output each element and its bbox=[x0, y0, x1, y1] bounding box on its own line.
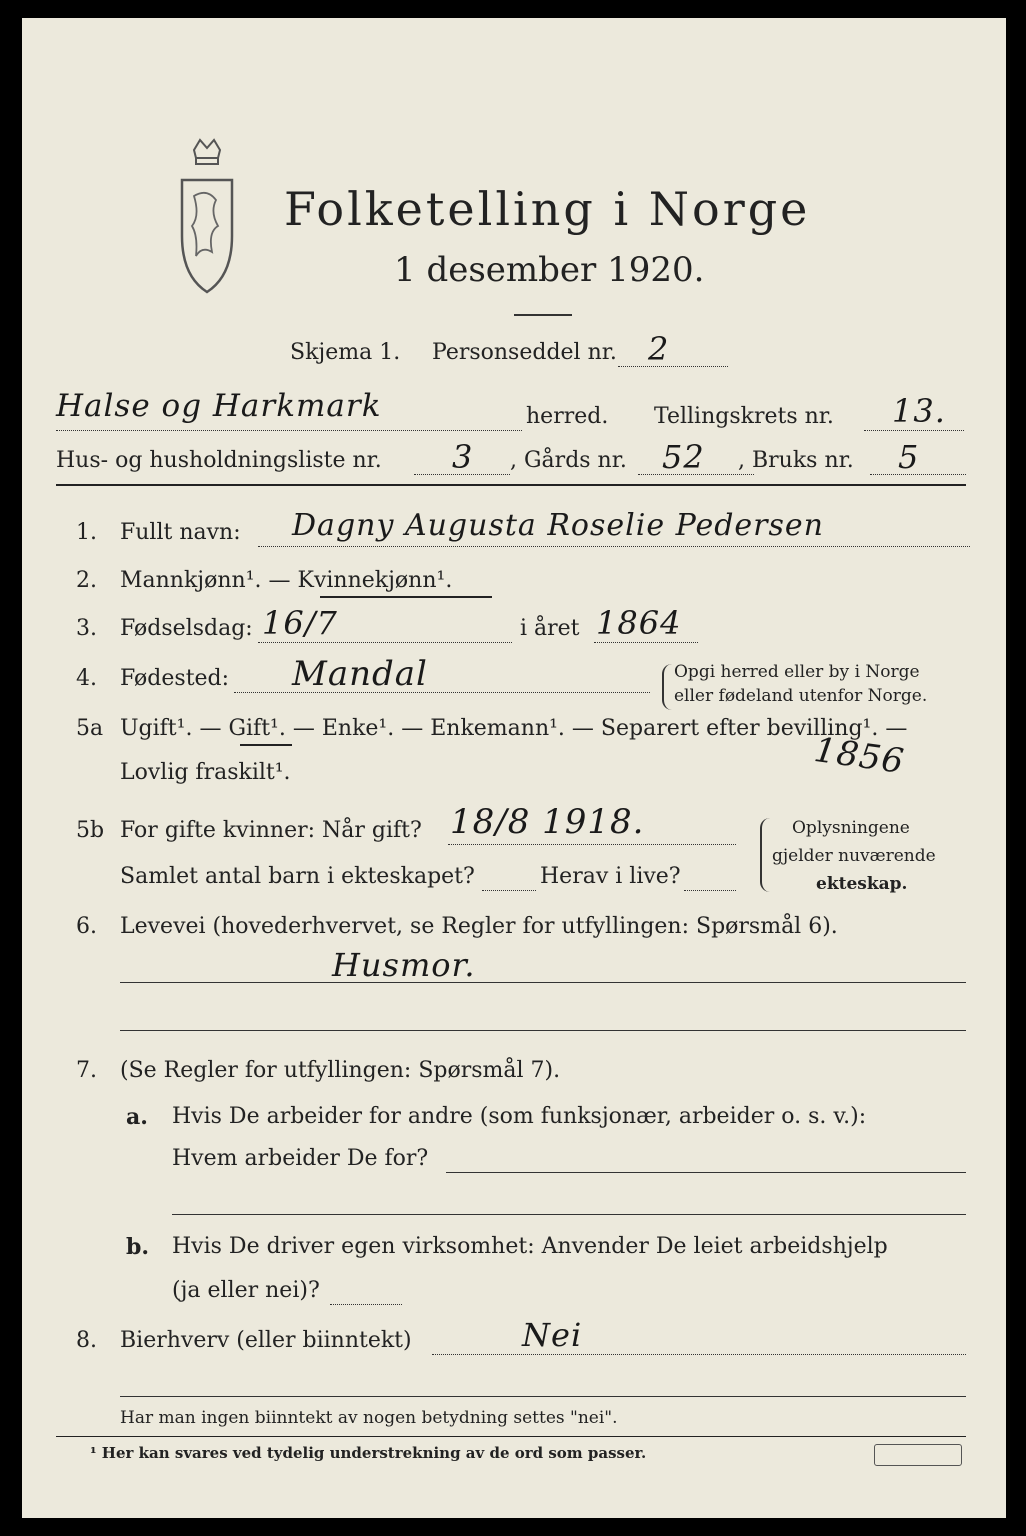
q5b-married-value: 18/8 1918. bbox=[450, 802, 645, 842]
tellingskrets-dotted-line bbox=[864, 430, 964, 431]
q1-dotted-line bbox=[258, 546, 970, 547]
gards-label: , Gårds nr. bbox=[510, 448, 627, 473]
gards-value: 52 bbox=[662, 438, 705, 476]
form-title: Folketelling i Norge bbox=[284, 182, 811, 236]
herred-dotted-line bbox=[56, 430, 522, 431]
q3-number: 3. bbox=[76, 616, 97, 641]
q5b-alive-label: Herav i live? bbox=[540, 864, 681, 889]
q8-dotted-line bbox=[432, 1354, 966, 1355]
bruks-value: 5 bbox=[898, 438, 920, 476]
q6-label: Levevei (hovederhvervet, se Regler for utfyllingen: Spørsmål 6). bbox=[120, 914, 838, 939]
tellingskrets-value: 13. bbox=[892, 392, 946, 430]
q6-number: 6. bbox=[76, 914, 97, 939]
q1-number: 1. bbox=[76, 520, 97, 545]
footer-rule bbox=[56, 1436, 966, 1437]
title-divider bbox=[514, 314, 572, 316]
q1-label: Fullt navn: bbox=[120, 520, 241, 545]
q5b-alive-dotted-line bbox=[684, 890, 736, 891]
footnote: ¹ Her kan svares ved tydelig understrekning av de ord som passer. bbox=[90, 1444, 647, 1462]
census-form bbox=[22, 18, 1006, 1518]
q2-number: 2. bbox=[76, 568, 97, 593]
q3-label: Fødselsdag: bbox=[120, 616, 253, 641]
q5a-note-value: 1856 bbox=[811, 729, 907, 783]
q3-year-dotted-line bbox=[594, 642, 698, 643]
q6-answer-line bbox=[120, 982, 966, 983]
q5a-line1: Ugift¹. — Gift¹. — Enke¹. — Enkemann¹. — Separert efter bevilling¹. — bbox=[120, 716, 908, 741]
q1-value: Dagny Augusta Roselie Pedersen bbox=[292, 508, 824, 543]
herred-value: Halse og Harkmark bbox=[56, 388, 382, 424]
q3-value: 16/7 bbox=[262, 604, 338, 642]
q3-year-label: i året bbox=[520, 616, 580, 641]
q6-extra-line bbox=[120, 1030, 966, 1031]
q3-dotted-line bbox=[258, 642, 512, 643]
q6-value: Husmor. bbox=[332, 946, 476, 984]
coat-of-arms-icon bbox=[172, 136, 242, 296]
bruks-label: , Bruks nr. bbox=[738, 448, 854, 473]
q5b-note-line2: gjelder nuværende bbox=[772, 846, 936, 866]
q7-number: 7. bbox=[76, 1058, 97, 1083]
q3-year-value: 1864 bbox=[596, 604, 682, 642]
q7a-line2: Hvem arbeider De for? bbox=[172, 1146, 429, 1171]
q4-number: 4. bbox=[76, 666, 97, 691]
tellingskrets-label: Tellingskrets nr. bbox=[654, 404, 834, 429]
q8-number: 8. bbox=[76, 1328, 97, 1353]
q4-value: Mandal bbox=[292, 654, 428, 694]
q7b-line2: (ja eller nei)? bbox=[172, 1278, 320, 1303]
q4-brace bbox=[662, 664, 672, 710]
q7a-line1: Hvis De arbeider for andre (som funksjonær, arbeider o. s. v.): bbox=[172, 1104, 867, 1129]
q5b-number: 5b bbox=[76, 818, 105, 843]
header-rule bbox=[56, 484, 966, 486]
q5b-married-label: For gifte kvinner: Når gift? bbox=[120, 818, 422, 843]
q7b-dotted-line bbox=[330, 1304, 402, 1305]
q8-value: Nei bbox=[522, 1316, 583, 1354]
hus-label: Hus- og husholdningsliste nr. bbox=[56, 448, 382, 473]
q5b-children-dotted-line bbox=[482, 890, 536, 891]
q4-label: Fødested: bbox=[120, 666, 230, 691]
note-nei: Har man ingen biinntekt av nogen betydning settes "nei". bbox=[120, 1408, 618, 1428]
q5a-number: 5a bbox=[76, 716, 104, 741]
printer-stamp bbox=[874, 1444, 962, 1466]
q7a-answer-line bbox=[446, 1172, 966, 1173]
q5b-note-line1: Oplysningene bbox=[792, 818, 910, 838]
q7b-letter: b. bbox=[126, 1234, 150, 1260]
q7-label: (Se Regler for utfyllingen: Spørsmål 7). bbox=[120, 1058, 561, 1083]
q5b-note-line3: ekteskap. bbox=[816, 874, 908, 894]
herred-label: herred. bbox=[526, 404, 609, 429]
q4-note-line2: eller fødeland utenfor Norge. bbox=[674, 686, 928, 706]
personseddel-value: 2 bbox=[648, 330, 670, 368]
q2-text: Mannkjønn¹. — Kvinnekjønn¹. bbox=[120, 568, 453, 593]
form-label: Skjema 1. bbox=[290, 340, 401, 365]
q5a-selection-underline bbox=[240, 744, 292, 746]
q4-note-line1: Opgi herred eller by i Norge bbox=[674, 662, 920, 682]
personseddel-dotted-line bbox=[618, 366, 728, 367]
q5b-married-dotted-line bbox=[448, 844, 736, 845]
personseddel-label: Personseddel nr. bbox=[432, 340, 617, 365]
hus-value: 3 bbox=[452, 438, 474, 476]
q5b-children-label: Samlet antal barn i ekteskapet? bbox=[120, 864, 475, 889]
q8-extra-line bbox=[120, 1396, 966, 1397]
q2-selection-underline bbox=[320, 596, 492, 598]
q7a-extra-line bbox=[172, 1214, 966, 1215]
q7a-letter: a. bbox=[126, 1104, 148, 1130]
q7b-line1: Hvis De driver egen virksomhet: Anvender De leiet arbeidshjelp bbox=[172, 1234, 888, 1259]
q8-label: Bierhverv (eller biinntekt) bbox=[120, 1328, 412, 1353]
q5a-line2: Lovlig fraskilt¹. bbox=[120, 760, 291, 785]
census-date: 1 desember 1920. bbox=[394, 250, 705, 290]
q5b-brace bbox=[760, 818, 772, 892]
